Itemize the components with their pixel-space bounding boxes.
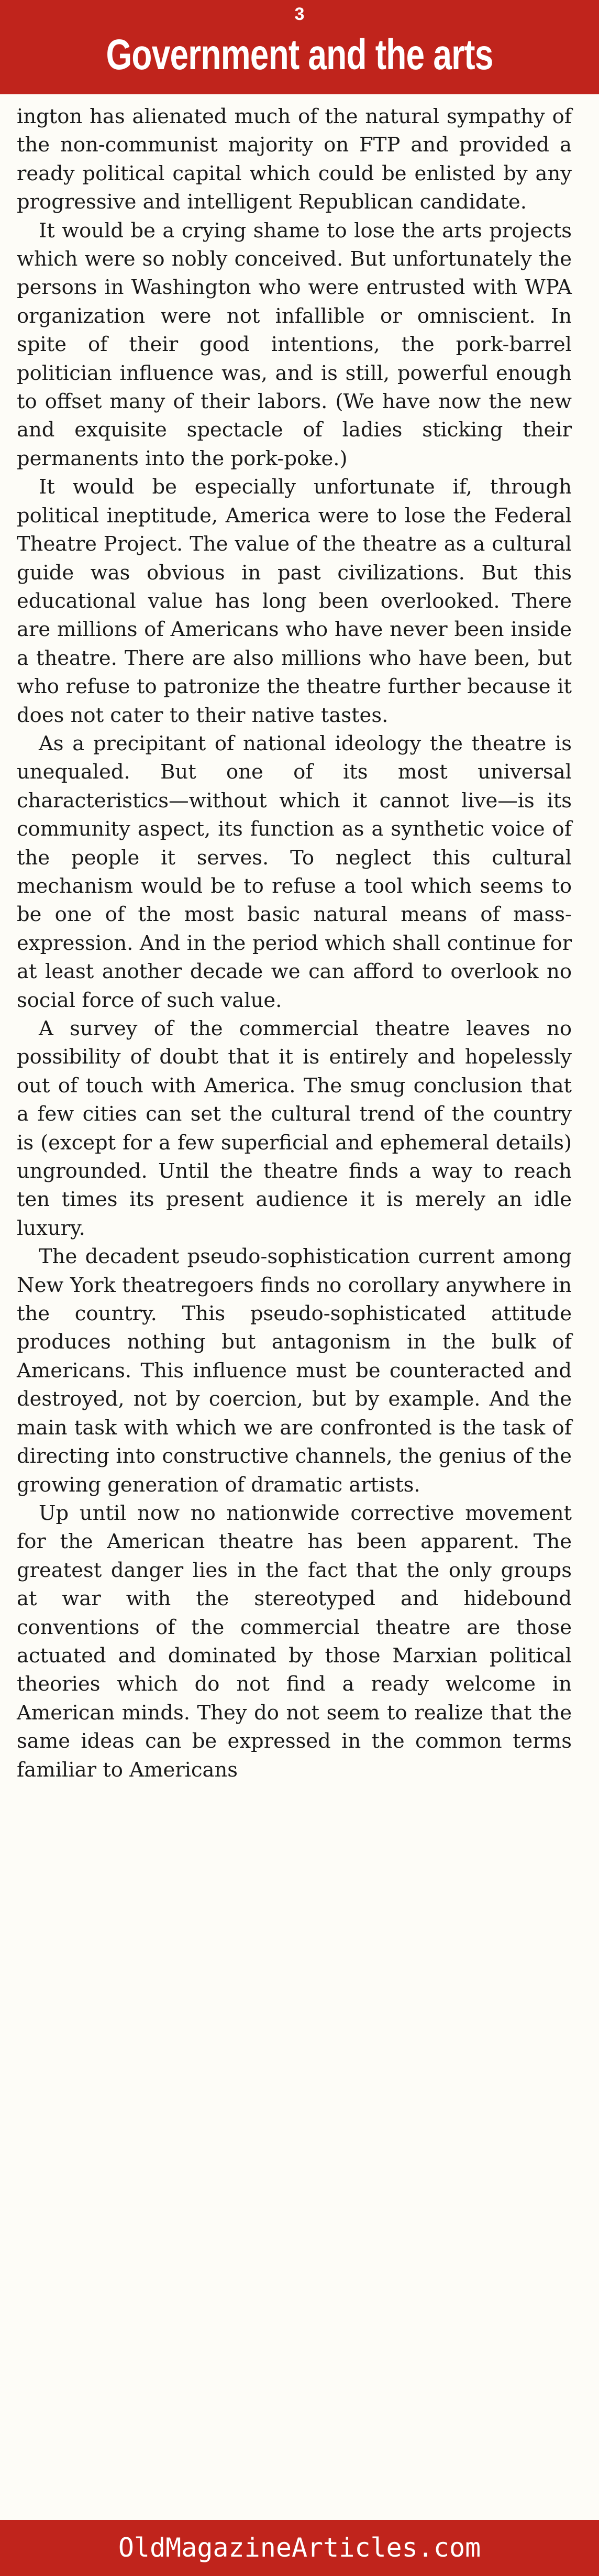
- article-paragraph: It would be a crying shame to lose the arts projects which were so nobly conceived. But unfortunately the persons in Washington who were entrusted with WPA organization were not infallible or omniscient. In spite of their good intentions, the pork-barrel politician influence was, and is still, powerful enough to offset many of their labors. (We have now the new and exquisite spectacle of ladies sticking their permanents into the pork-poke.): [17, 218, 572, 470]
- article-paragraph: It would be especially unfortunate if, through political ineptitude, America were to lose the Federal Theatre Project. The value of the theatre as a cultural guide was obvious in past civilizations. But this educational value has long been overlooked. There are millions of Americans who have never been inside a theatre. There are also millions who have been, but who refuse to patronize the theatre further because it does not cater to their native tastes.: [17, 475, 572, 727]
- page-header: [0, 0, 599, 94]
- site-footer: OldMagazineArticles.com: [0, 2520, 599, 2576]
- article-paragraph: The decadent pseudo-sophistication current among New York theatregoers finds no corollary anywhere in the country. This pseudo-sophisticated attitude produces nothing but antagonism in the bulk of Americans. This influence must be counteracted and destroyed, not by coercion, but by example. And the main task with which we are confronted is the task of directing into constructive channels, the genius of the growing generation of dramatic artists.: [17, 1245, 572, 1497]
- article-paragraph: Up until now no nationwide corrective movement for the American theatre has been apparent. The greatest danger lies in the fact that the only groups at war with the stereotyped and hidebound conventions of the commercial theatre are those actuated and dominated by those Marxian political theories which do not find a ready welcome in American minds. They do not seem to realize that the same ideas can be expressed in the common terms familiar to Americans: [17, 1501, 572, 1782]
- article-paragraph: As a precipitant of national ideology the theatre is unequaled. But one of its most universal characteristics—without which it cannot live—is its community aspect, its function as a synthetic voice of the people it serves. To neglect this cultural mechanism would be to refuse a tool which seems to be one of the most basic natural means of mass-expression. And in the period which shall continue for at least another decade we can afford to overlook no social force of such value.: [17, 731, 572, 1012]
- article-paragraph: A survey of the commercial theatre leaves no possibility of doubt that it is entirely and hopelessly out of touch with America. The smug conclusion that a few cities can set the cultural trend of the country is (except for a few superficial and ephemeral details) ungrounded. Until the theatre finds a way to reach ten times its present audience it is merely an idle luxury.: [17, 1017, 572, 1240]
- page-number: 3: [294, 4, 305, 24]
- article-paragraph: ington has alienated much of the natural sympathy of the non-communist majority on FTP and provided a ready political capital which could be enlisted by any progressive and intelligent Republican candidate.: [17, 105, 572, 214]
- page-title: Government and the arts: [106, 31, 493, 79]
- article-body: [17, 103, 572, 1784]
